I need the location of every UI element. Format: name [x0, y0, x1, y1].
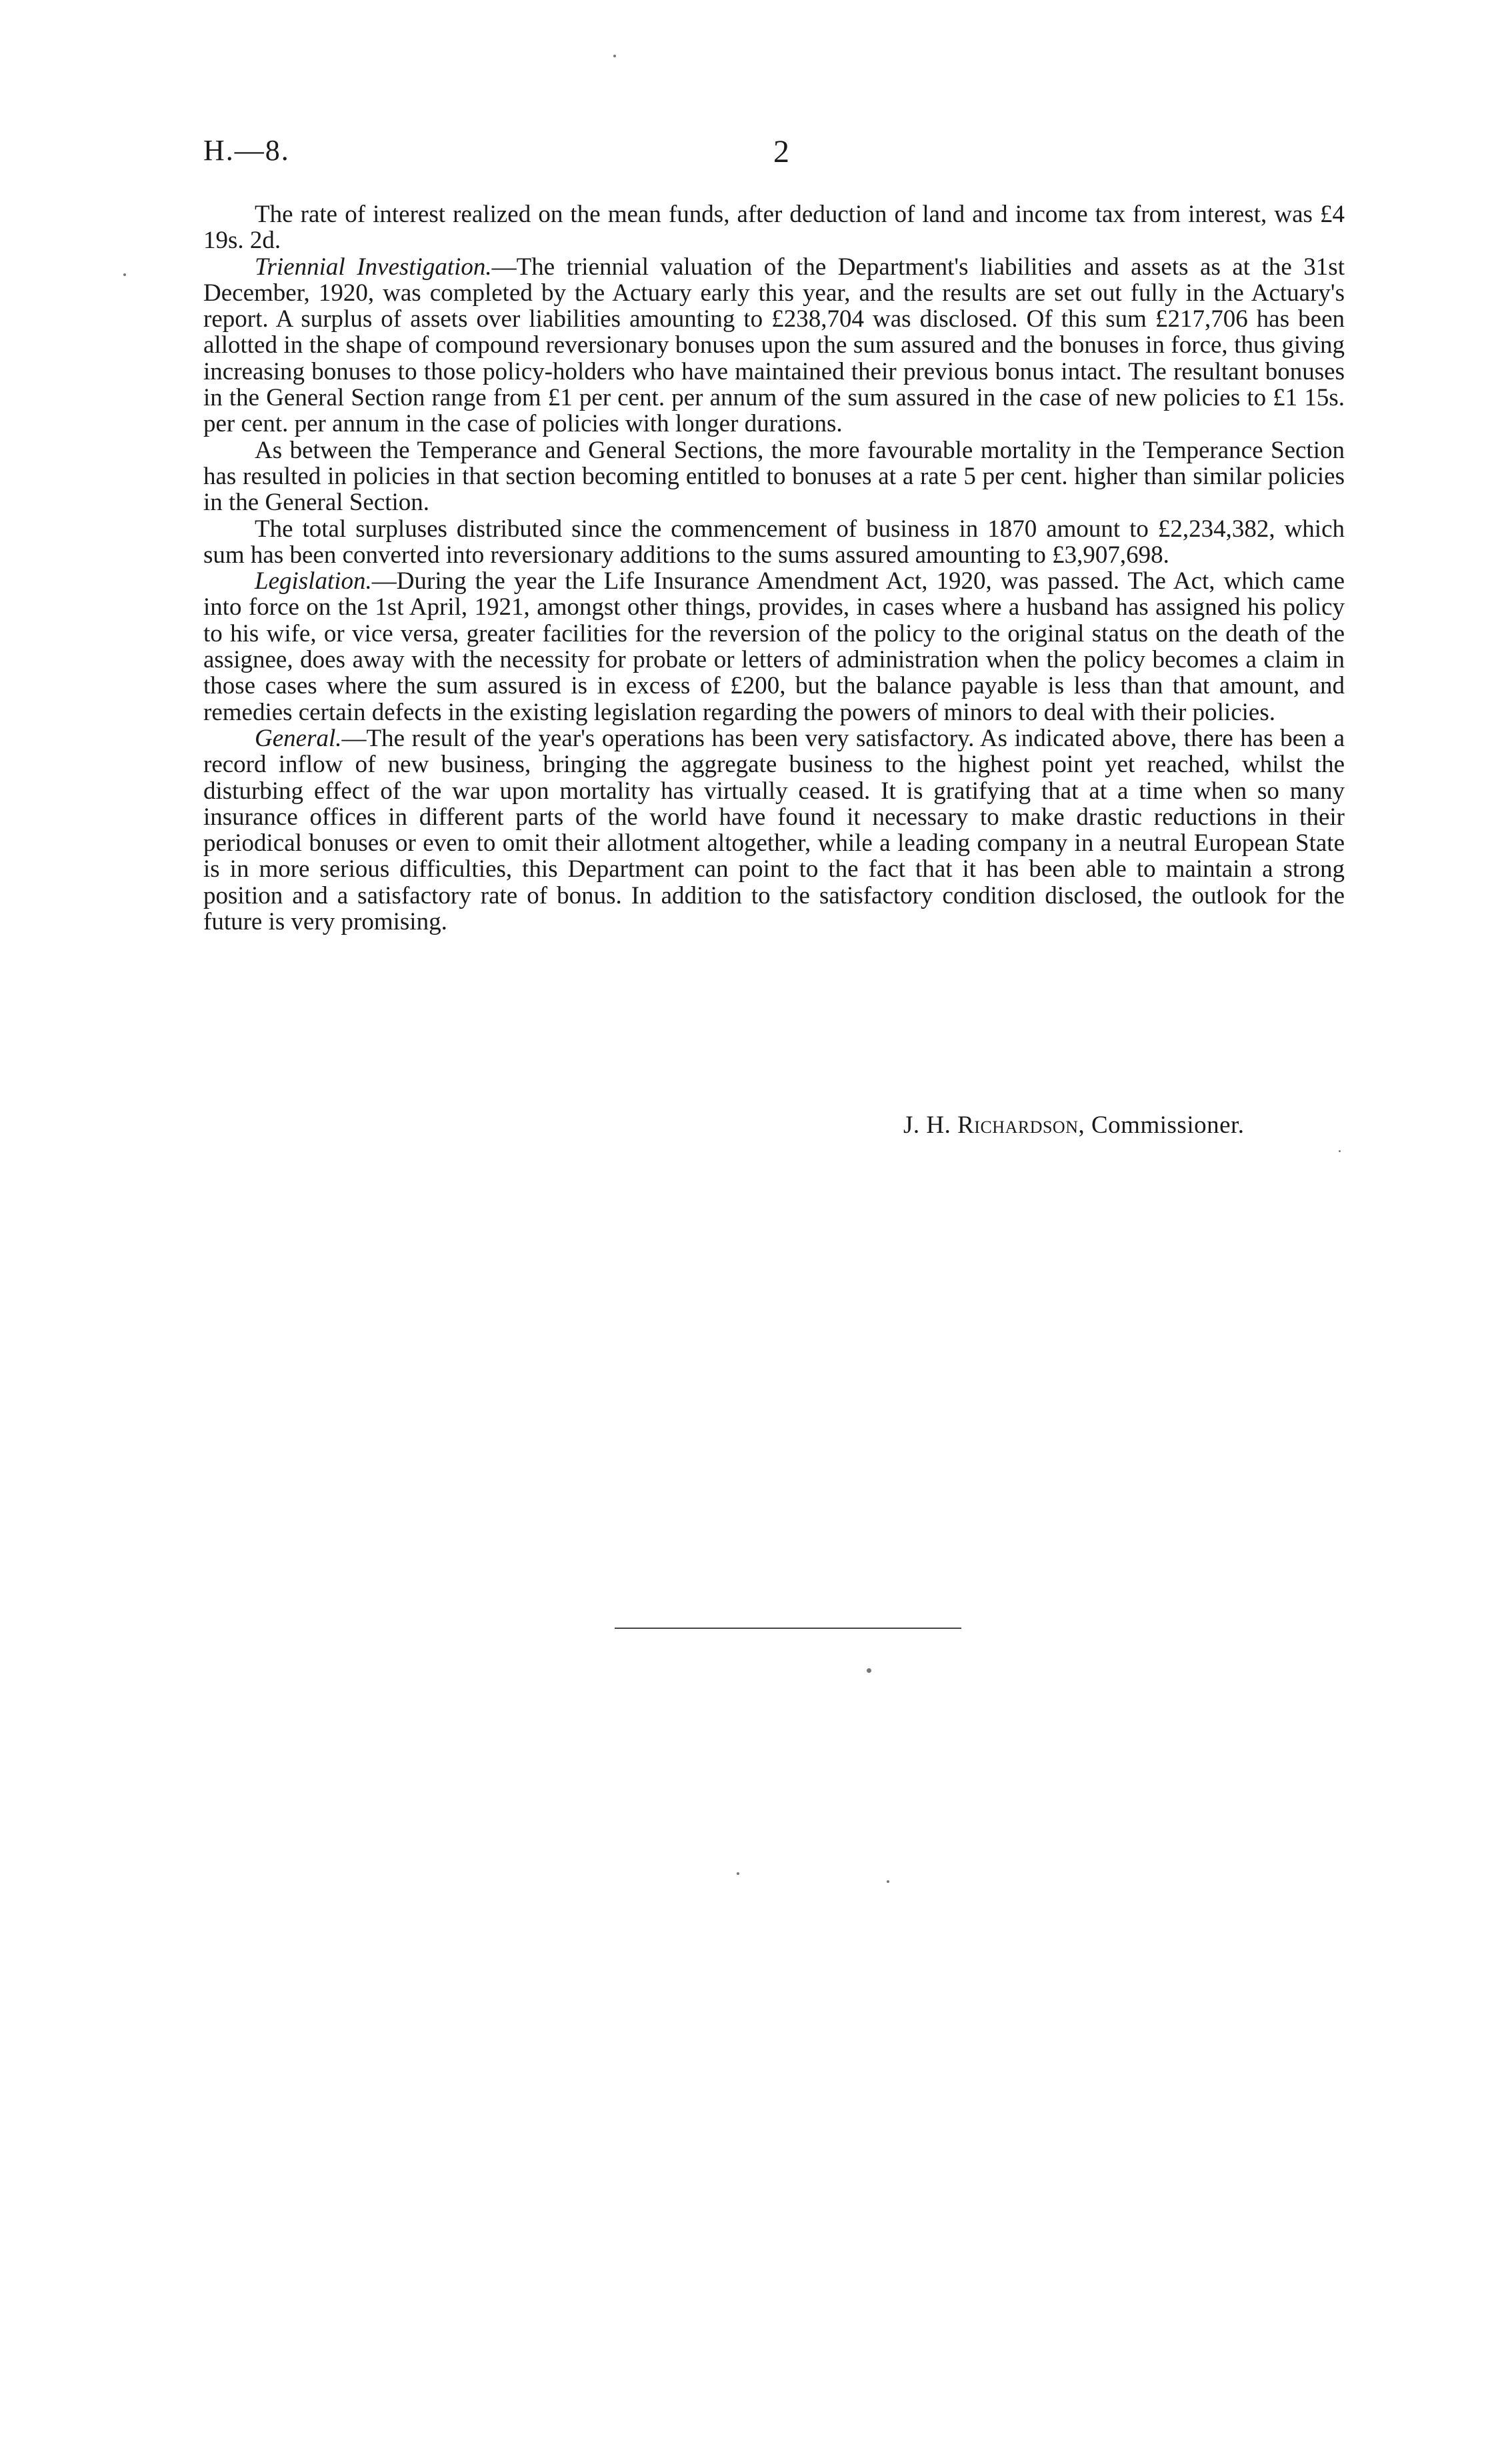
paragraph-text: The total surpluses distributed since the commencement of business in 1870 amount to £2,234,382, which sum has been converted into reversionary additions to the sums assured amounting to £3,907,698. — [203, 515, 1345, 569]
side-heading: Triennial Investigation. — [255, 253, 492, 281]
paragraph-temperance-sections — [203, 437, 1345, 516]
paragraph-legislation — [203, 568, 1345, 725]
page-number: 2 — [773, 134, 789, 169]
print-speck — [867, 1668, 871, 1673]
print-speck — [613, 55, 616, 57]
print-speck — [887, 1880, 889, 1883]
paragraph-text: —The triennial valuation of the Department's liabilities and assets as at the 31st December, 1920, was completed by the Actuary early this year, and the results are set out fully in the Actuary's report. A surplus of assets over liabilities amounting to £238,704 was disclosed. Of this sum £217,706 has been allotted in the shape of compound reversionary bonuses upon the sum assured and the bonuses in force, thus giving increasing bonuses to those policy-holders who have maintained their previous bonus intact. The resultant bonuses in the General Section range from £1 per cent. per annum of the sum assured in the case of new policies to £1 15s. per cent. per annum in the case of policies with longer durations. — [203, 253, 1345, 438]
signature-initials: J. H. — [903, 1111, 951, 1139]
side-heading: Legislation. — [255, 567, 372, 595]
print-speck — [737, 1872, 739, 1875]
paragraph-triennial-investigation — [203, 254, 1345, 437]
document-reference: H.—8. — [203, 134, 290, 167]
signature-title: , Commissioner. — [1078, 1111, 1245, 1139]
paragraph-total-surpluses — [203, 516, 1345, 569]
page-header — [203, 133, 1370, 180]
signature-line — [903, 1112, 1370, 1139]
paragraph-text: The rate of interest realized on the mean funds, after deduction of land and income tax from interest, was £4 19s. 2d. — [203, 201, 1345, 255]
paragraph-interest-rate — [203, 201, 1345, 254]
paragraph-text: —The result of the year's operations has been very satisfactory. As indicated above, there has been a record inflow of new business, bringing the aggregate business to the highest point yet reached, whilst the disturbing effect of the war upon mortality has virtually ceased. It is gratifying that at a time when so many insurance offices in different parts of the world have found it necessary to make drastic reductions in their periodical bonuses or even to omit their allotment altogether, while a leading company in a neutral European State is in more serious difficulties, this Department can point to the fact that it has been able to maintain a strong position and a satisfactory rate of bonus. In addition to the satisfactory condition disclosed, the outlook for the future is very promising. — [203, 724, 1345, 936]
print-speck — [1339, 1150, 1341, 1152]
paragraph-general — [203, 725, 1345, 935]
print-speck — [123, 273, 126, 276]
paragraph-text: As between the Temperance and General Sections, the more favourable mortality in the Temperance Section has resulted in policies in that section becoming entitled to bonuses at a rate 5 per cent. higher than similar policies in the General Section. — [203, 436, 1345, 517]
side-heading: General. — [255, 724, 342, 752]
body-text — [203, 201, 1345, 935]
paragraph-text: —During the year the Life Insurance Amendment Act, 1920, was passed. The Act, which came into force on the 1st April, 1921, amongst other things, provides, in cases where a husband has assigned his policy to his wife, or vice versa, greater facilities for the reversion of the policy to the original status on the death of the assignee, does away with the necessity for probate or letters of administration when the policy becomes a claim in those cases where the sum assured is in excess of £200, but the balance payable is less than that amount, and remedies certain defects in the existing legislation regarding the powers of minors to deal with their policies. — [203, 567, 1345, 726]
signature-surname: Richardson — [957, 1111, 1079, 1139]
closing-rule — [615, 1628, 961, 1629]
